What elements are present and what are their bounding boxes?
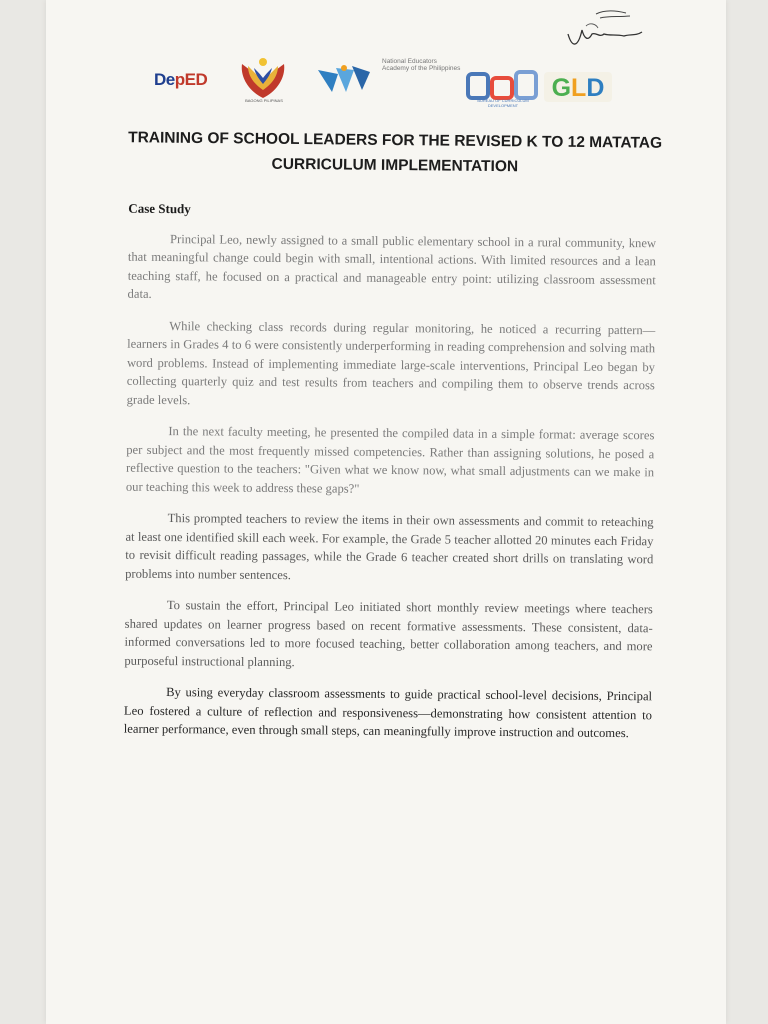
paragraph-2: While checking class records during regular monitoring, he noticed a recurring pattern—learners in Grades 4 to 6 were consistently underperforming in reading comprehension and solving math word problems. Instead of implementing immediate large-scale interventions, Principal Leo began by collecting quarterly quiz and test results from teachers and compiling them to observe trends across grade levels. [126,318,656,407]
bagong-pilipinas-logo [234,54,292,104]
paragraph-6: By using everyday classroom assessments to guide practical school-level decisions, Principal Leo fostered a culture of reflection and responsiveness—demonstrating how consistent attention to learner performance, even through small steps, can meaningfully improve instruction and outcomes. [123,685,653,741]
paragraph-1: Principal Leo, newly assigned to a small public elementary school in a rural community, knew that meaningful change could begin with small, intentional actions. With limited resources and a lean teaching staff, he focused on a practical and manageable entry point: utilizing classroom assessment data. [127,231,657,301]
svg-text:GLD: GLD [551,74,605,102]
section-heading: Case Study [128,200,191,217]
document-title: TRAINING OF SCHOOL LEADERS FOR THE REVISED K TO 12 MATATAG CURRICULUM IMPLEMENTATION [128,129,663,176]
document-body [124,200,657,756]
logo-strip [154,54,614,106]
bagong-pilipinas-caption: BAGONG PILIPINAS [245,98,283,103]
deped-logo: DepED [154,70,208,89]
napa-logo [314,62,374,100]
bcd-caption: BUREAU OF CURRICULUM DEVELOPMENT [477,98,529,108]
paragraph-3: In the next faculty meeting, he presented the compiled data in a simple format: average scores per subject and the most frequently missed competencies. Rather than assigning solutions, he posed a reflective question to the teachers: "Given what we know now, what small adjustments can we make in our teaching this week to address these gaps?" [125,424,655,496]
paragraph-5: To sustain the effort, Principal Leo initiated short monthly review meetings where teachers shared updates on learner progress based on recent formative assessments. These consistent, data-informed conversations led to more focused teaching, better collaboration among teachers, and more purposeful instructional planning. [124,598,653,669]
paragraph-4: This prompted teachers to review the items in their own assessments and commit to reteaching at least one identified skill each week. For example, the Grade 5 teacher allotted 20 minutes each Friday to revisit difficult reading passages, while the Grade 6 teacher created short drills on translating word problems into number sentences. [125,511,654,582]
document-page [46,0,726,1024]
gld-logo [542,68,614,104]
signature-icon [556,8,646,52]
napa-logo-text: National Educators Academy of the Philippines [382,58,461,72]
